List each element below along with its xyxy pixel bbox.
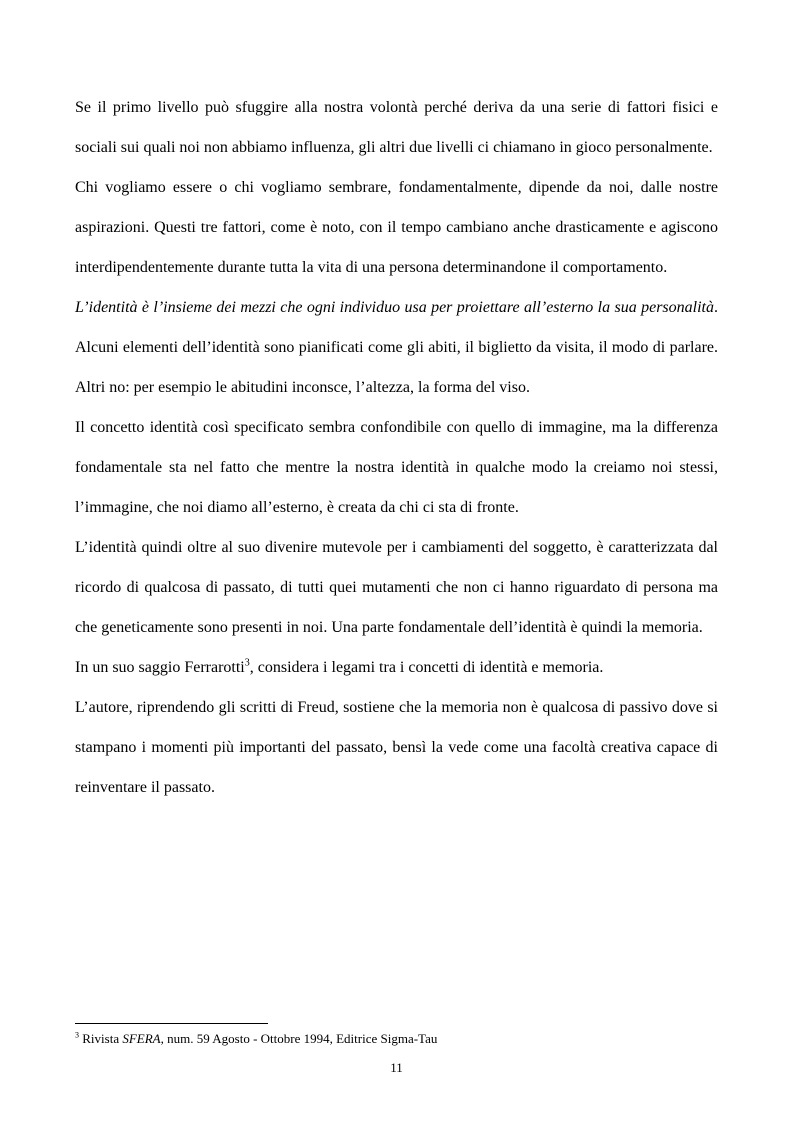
paragraph-6-start: In un suo saggio Ferrarotti [75,659,245,676]
paragraph-3-rest: . Alcuni elementi dell’identità sono pianificati come gli abiti, il biglietto da visita, il modo di parlare. Altri no: per esempio le abitudini inconsce, l’altezza, la forma del viso. [75,299,718,396]
page-body [75,88,718,808]
identity-definition: L’identità è l’insieme dei mezzi che ogni individuo usa per proiettare all’esterno la sua personalità [75,299,714,316]
paragraph-1: Se il primo livello può sfuggire alla nostra volontà perché deriva da una serie di fattori fisici e sociali sui quali noi non abbiamo influenza, gli altri due livelli ci chiamano in gioco personalmente. [75,99,718,156]
paragraph-4: Il concetto identità così specificato sembra confondibile con quello di immagine, ma la differenza fondamentale sta nel fatto che mentre la nostra identità in qualche modo la creiamo noi stessi, l’immagine, che noi diamo all’esterno, è creata da chi ci sta di fronte. [75,419,718,516]
footnote-journal: SFERA, [122,1031,164,1046]
paragraph-6-end: , considera i legami tra i concetti di identità e memoria. [249,659,604,676]
footnote-prefix: Rivista [79,1031,123,1046]
footnote-marker: 3 [75,1030,79,1040]
footnote-divider [75,1023,268,1024]
footnote [75,1030,718,1048]
paragraph-6 [75,648,718,688]
paragraph-2: Chi vogliamo essere o chi vogliamo sembrare, fondamentalmente, dipende da noi, dalle nostre aspirazioni. Questi tre fattori, come è noto, con il tempo cambiano anche drasticamente e agiscono interdipendentemente durante tutta la vita di una persona determinandone il comportamento. [75,179,718,276]
footnote-reference: 3 [244,657,250,669]
page-number: 11 [390,1060,403,1075]
paragraph-5: L’identità quindi oltre al suo divenire mutevole per i cambiamenti del soggetto, è caratterizzata dal ricordo di qualcosa di passato, di tutti quei mutamenti che non ci hanno riguardato di persona ma che geneticamente sono presenti in noi. Una parte fondamentale dell’identità è quindi la memoria. [75,539,718,636]
paragraph-3 [75,288,718,408]
paragraph-7: L’autore, riprendendo gli scritti di Freud, sostiene che la memoria non è qualcosa di passivo dove si stampano i momenti più importanti del passato, bensì la vede come una facoltà creativa capace di reinventare il passato. [75,699,718,796]
footnote-details: num. 59 Agosto - Ottobre 1994, Editrice Sigma-Tau [163,1031,438,1046]
